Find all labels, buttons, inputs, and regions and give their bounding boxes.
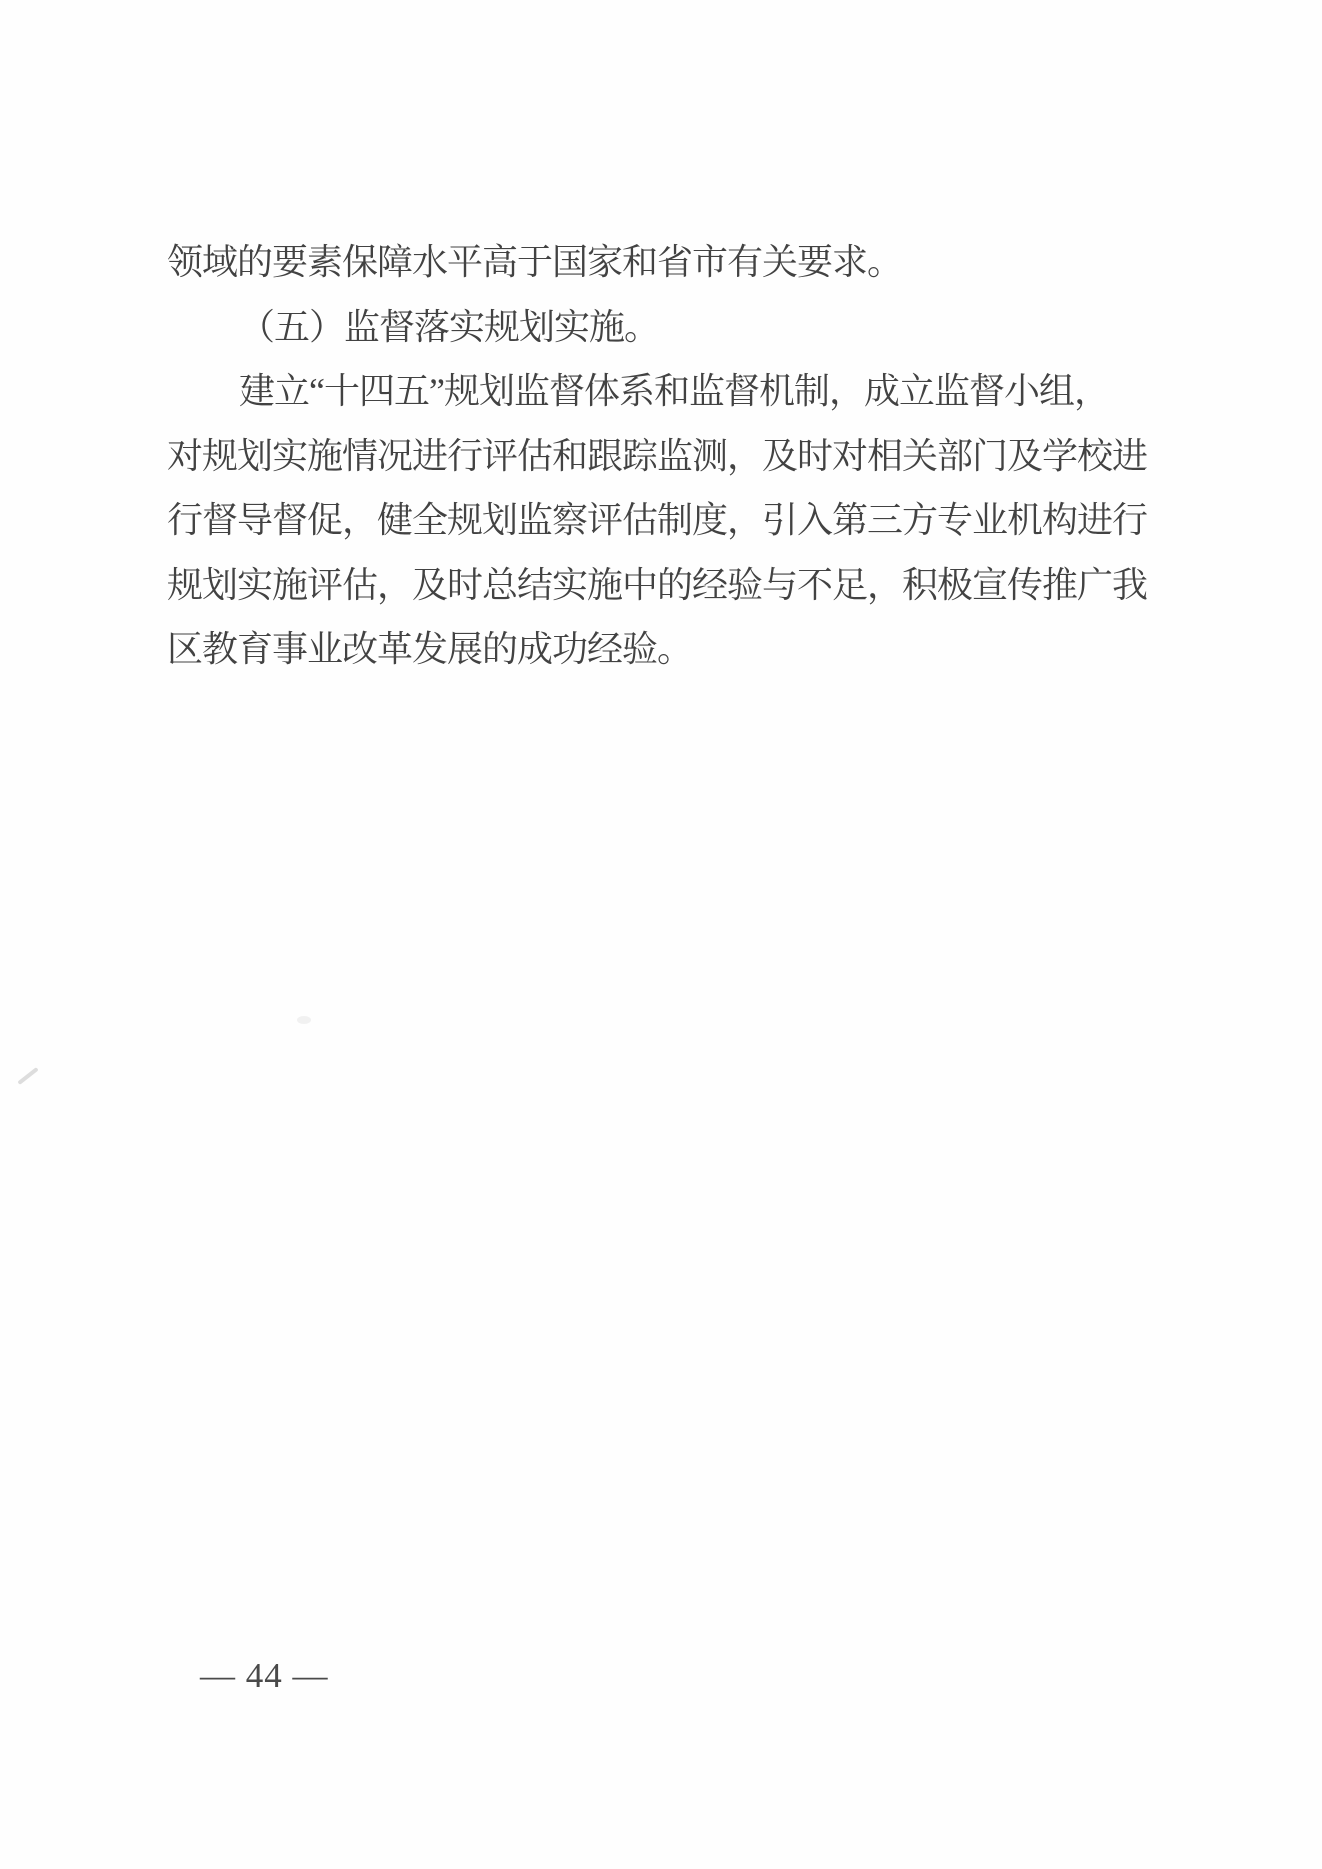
paragraph-line-4: 行督导督促，健全规划监察评估制度，引入第三方专业机构进行 bbox=[167, 500, 1148, 540]
document-body bbox=[167, 230, 1159, 682]
scan-artifact bbox=[297, 1016, 311, 1024]
paragraph-line-1: 领域的要素保障水平高于国家和省市有关要求。 bbox=[167, 242, 903, 282]
section-heading-line: （五）监督落实规划实施。 bbox=[239, 306, 660, 347]
paragraph-line-2: 建立“十四五”规划监督体系和监督机制，成立监督小组， bbox=[239, 371, 1109, 411]
paragraph-line-3: 对规划实施情况进行评估和跟踪监测，及时对相关部门及学校进 bbox=[167, 435, 1148, 476]
scan-artifact bbox=[17, 1067, 38, 1085]
paragraph-line-6: 区教育事业改革发展的成功经验。 bbox=[167, 629, 693, 669]
page-number: — 44 — bbox=[200, 1656, 329, 1695]
paragraph-line-5: 规划实施评估，及时总结实施中的经验与不足，积极宣传推广我 bbox=[167, 564, 1148, 605]
